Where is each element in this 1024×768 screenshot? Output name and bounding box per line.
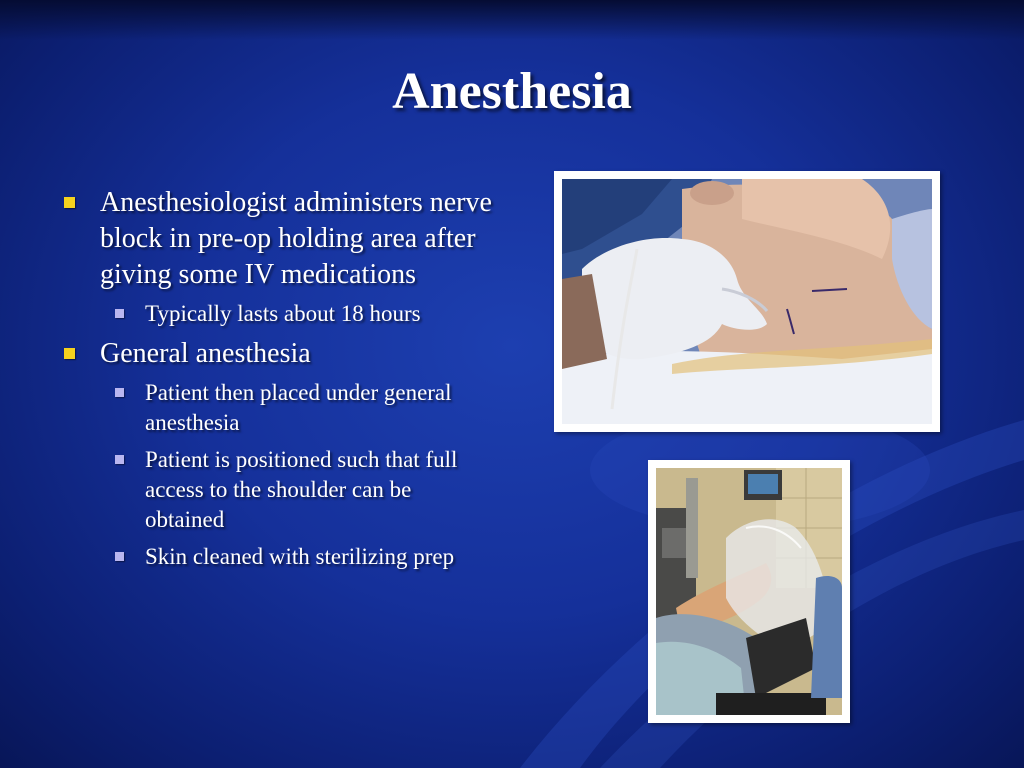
- operating-room-image: [656, 468, 842, 715]
- bullet-text: General anesthesia: [100, 338, 311, 369]
- sub-bullet-square-icon: [115, 552, 124, 561]
- slide-title: Anesthesia: [392, 63, 632, 120]
- bullet-square-icon: [64, 348, 75, 359]
- sub-bullet-placed-under: [62, 378, 492, 438]
- sub-bullet-text: Typically lasts about 18 hours: [145, 301, 421, 326]
- sub-bullet-square-icon: [115, 309, 124, 318]
- sub-bullet-skin-cleaned: [62, 542, 492, 572]
- sub-bullet-square-icon: [115, 388, 124, 397]
- bullet-nerve-block: [62, 185, 492, 293]
- sub-bullet-text: Skin cleaned with sterilizing prep: [145, 544, 455, 569]
- operating-room-photo: [648, 460, 850, 723]
- sub-bullet-text: Patient then placed under general anesthesia: [145, 380, 452, 435]
- bullet-list: [62, 185, 492, 579]
- bullet-text: Anesthesiologist administers nerve block in pre-op holding area after giving some IV medications: [100, 187, 492, 290]
- nerve-block-image: [562, 179, 932, 424]
- nerve-block-photo: [554, 171, 940, 432]
- sub-bullet-square-icon: [115, 455, 124, 464]
- sub-bullet-text: Patient is positioned such that full access to the shoulder can be obtained: [145, 447, 458, 532]
- bullet-general-anesthesia: [62, 336, 492, 372]
- sub-bullet-positioned: [62, 445, 492, 535]
- bullet-square-icon: [64, 197, 75, 208]
- sub-bullet-duration: [62, 299, 492, 329]
